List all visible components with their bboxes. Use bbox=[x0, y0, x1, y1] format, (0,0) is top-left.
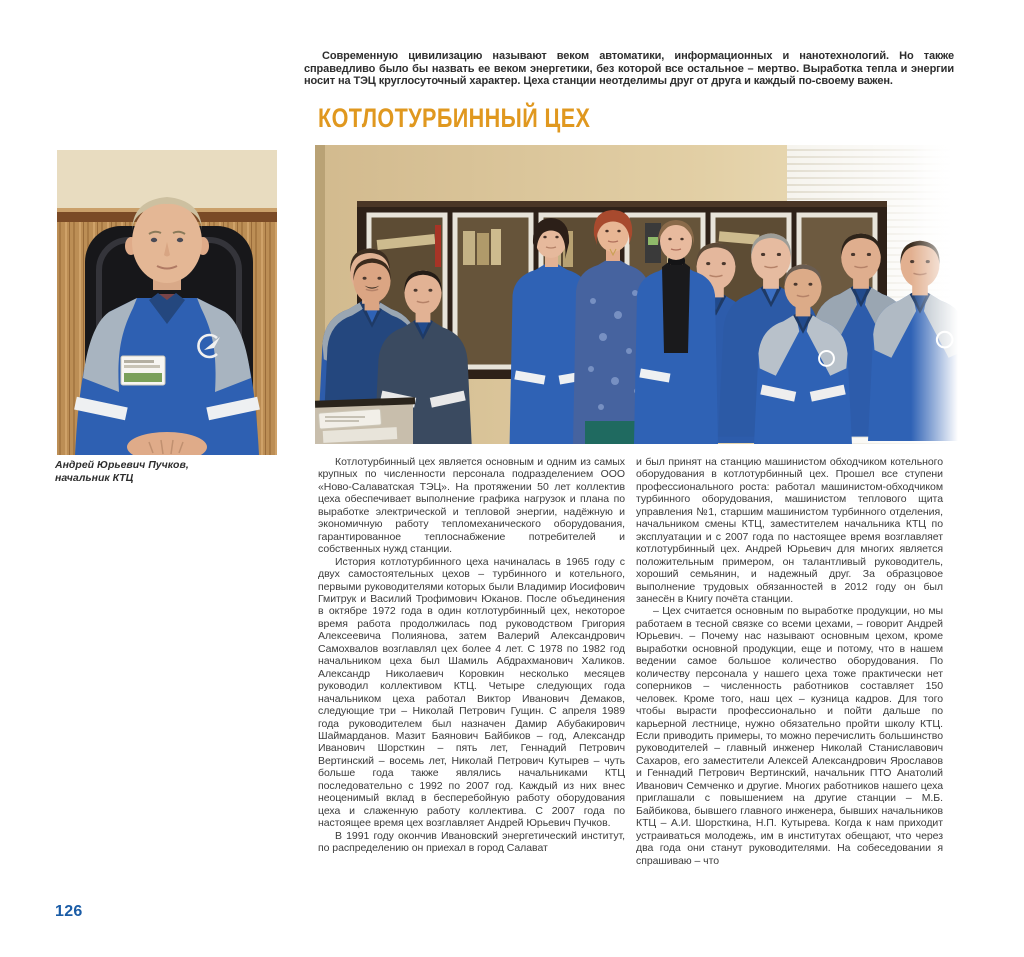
left-paragraph-1: Котлотурбинный цех является основным и одним из самых крупных по численности персонала подразделением ООО «Ново-Салаватская ТЭЦ». На протяжении 50 лет коллектив цеха обеспечивает выполнение графика нагрузок и плана по выработке электрической и тепловой энергии, надёжную и экономичную работу тепломеханического оборудования, гарантированное теплоснабжение потребителей и собственных нужд станции. bbox=[318, 456, 625, 556]
left-paragraph-3: В 1991 году окончив Ивановский энергетический институт, по распределению он приехал в город Салават bbox=[318, 829, 625, 855]
portrait-caption-title: начальник КТЦ bbox=[55, 471, 134, 484]
section-heading: КОТЛОТУРБИННЫЙ ЦЕХ bbox=[318, 103, 591, 133]
intro-paragraph: Современную цивилизацию называют веком автоматики, информационных и нанотехнологий. Но также справедливо было бы назвать ее веком энергетики, без которой все остальное – мертво. Выработка тепла и энергии носит на ТЭЦ круглосуточный характер. Цеха станции неотделимы друг от друга и каждый по-своему важен. bbox=[304, 50, 954, 88]
desk-items bbox=[315, 397, 415, 444]
right-paragraph-2: – Цех считается основным по выработке продукции, но мы работаем в тесной связке со всеми цехами, – говорит Андрей Юрьевич. – Почему нас называют основным цехом, кроме выработки основной продукции, еще и потому, что в нашем ведении самое большое количество оборудования. По количеству персонала у нашего цеха тоже практически нет соперников – численность работников составляет 150 человек. Кроме того, наш цех – кузница кадров. Для того чтобы вырасти профессионально и пойти дальше по карьерной лестнице, нужно обязательно пройти школу КТЦ. Если приводить примеры, то можно перечислить большинство руководителей – главный инженер Николай Станиславович Сахаров, его заместители Алексей Александрович Ярославов и Геннадий Петрович Вертинский, начальник ПТО Анатолий Иванович Семченко и другие. Многих работников нашего цеха приглашали с повышением на другие станции – М.Б. Байбикова, бывшего главного инженера, бывших начальников КТЦ – А.И. Шорсткина, Н.П. Кутырева. Когда к нам приходит устраиваться молодежь, им в институтах обещают, что через два года они станут руководителями. На собеседовании я спрашиваю – что bbox=[636, 605, 943, 867]
page-number: 126 bbox=[55, 903, 83, 920]
group-photo-illustration bbox=[315, 145, 958, 444]
portrait-caption-name: Андрей Юрьевич Пучков, bbox=[55, 459, 189, 471]
text-column-right bbox=[636, 456, 943, 867]
portrait-photo bbox=[57, 150, 277, 455]
portrait-photo-illustration bbox=[57, 150, 277, 455]
text-column-left bbox=[318, 456, 625, 855]
portrait-caption bbox=[55, 459, 285, 484]
badge bbox=[121, 356, 165, 385]
left-paragraph-2: История котлотурбинного цеха начиналась в 1965 году с двух самостоятельных цехов – турбинного и котельного, первыми руководителями которых были Владимир Иосифович Гмитрук и Василий Трофимович Юканов. После объединения в октябре 1972 года в один котлотурбинный цех, некоторое время работа продолжилась под руководством Григория Алексеевича Полиянова, затем Валерий Александрович Самохвалов возглавлял цех более 4 лет. С 1978 по 1982 год начальником цеха был Шамиль Абдрахманович Халиков. Александр Николаевич Коровкин несколько месяцев руководил коллективом КТЦ. Четыре следующих года начальником цеха работал Виктор Иванович Демаков, следующие три – Николай Петрович Гущин. С апреля 1989 года руководителем был назначен Дамир Абубакирович Шаймарданов. Мазит Баянович Байбиков – год, Александр Иванович Шорсткин – пять лет, Геннадий Петрович Вертинский – восемь лет, Николай Петрович Кутырев – чуть больше года также являлись начальниками КТЦ последовательно с 1992 по 2007 год. Каждый из них внес неоценимый вклад в бесперебойную работу оборудования цеха и слаженную работу коллектива. С 2007 года по настоящее время цех возглавляет Андрей Юрьевич Пучков. bbox=[318, 555, 625, 830]
right-paragraph-1: и был принят на станцию машинистом обходчиком котельного оборудования в котлотурбинный цех. Прошел все ступени профессионального роста: работал машинистом-обходчиком турбинного оборудования, машинистом теплового щита управления №1, старшим машинистом турбинного отделения, начальником смены КТЦ, заместителем начальника КТЦ по эксплуатации и с 2007 года по настоящее время возглавляет котлотурбинный цех. Андрей Юрьевич для многих является положительным примером, он талантливый руководитель, хороший семьянин, и надежный друг. За образцовое выполнение трудовых обязанностей в 2012 году он был занесён в Книгу почёта станции. bbox=[636, 456, 943, 605]
group-photo bbox=[315, 145, 958, 444]
